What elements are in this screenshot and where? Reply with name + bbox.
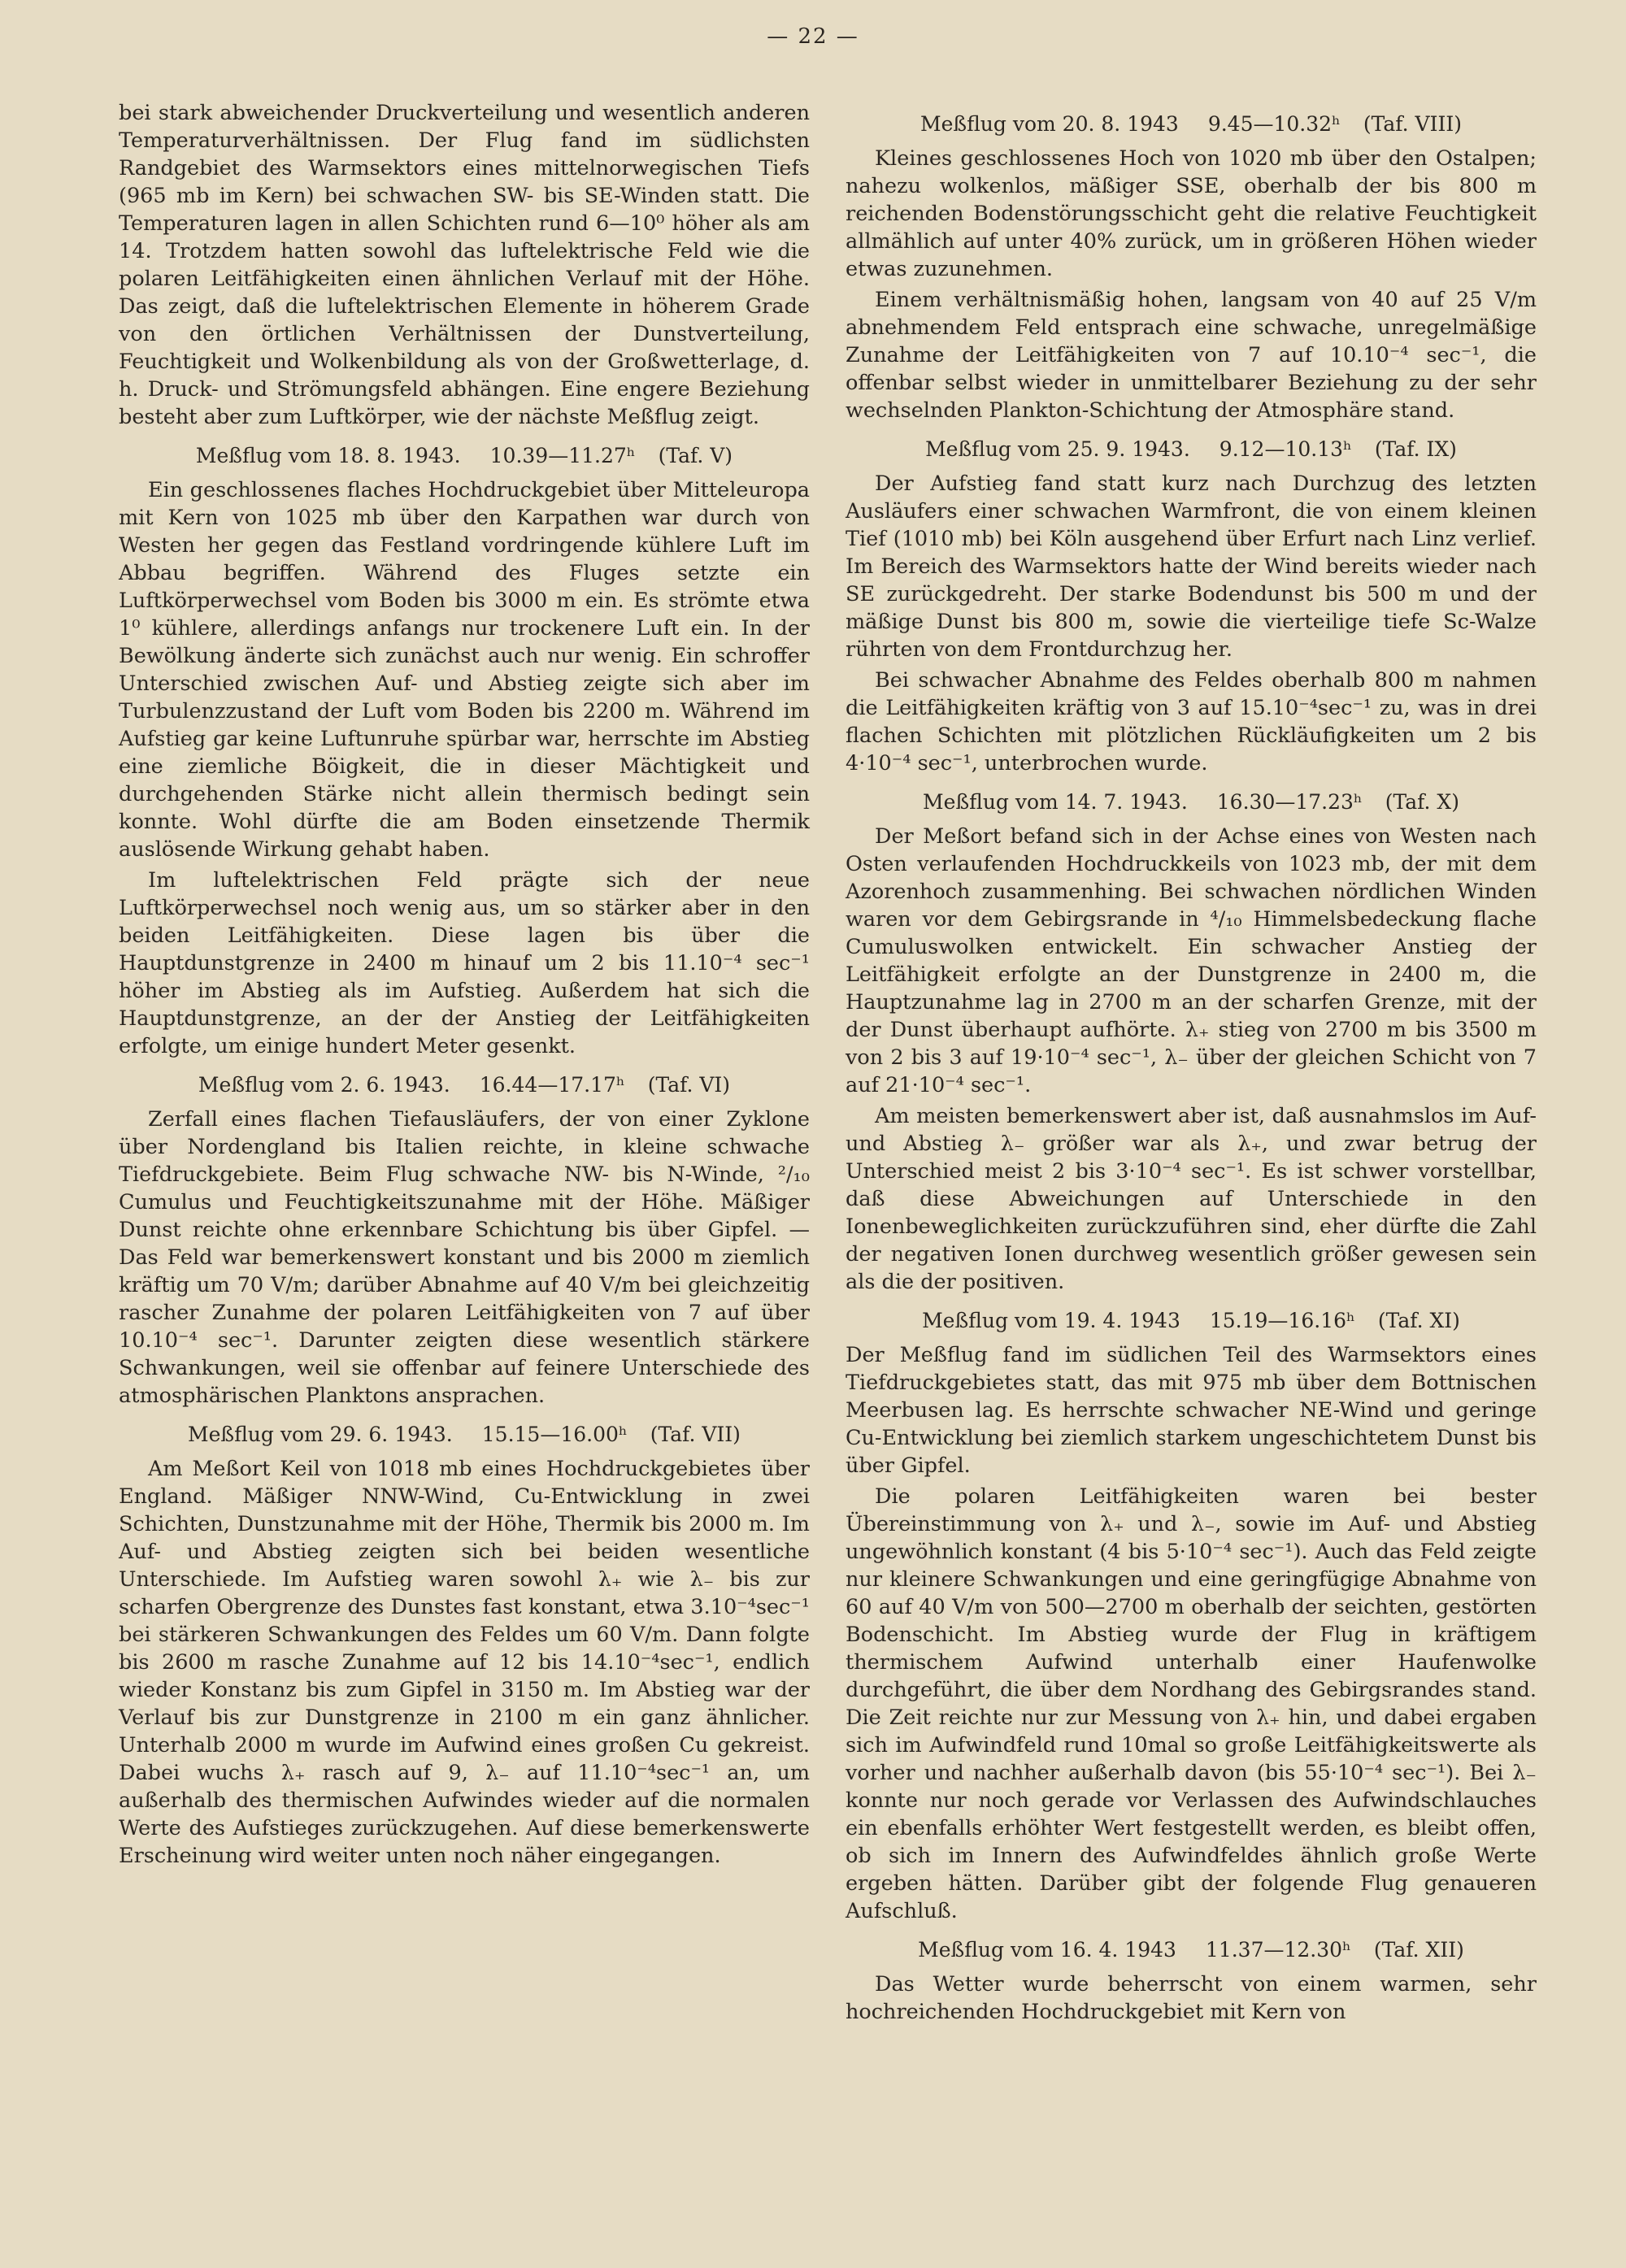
flight-heading xyxy=(846,1307,1537,1335)
paragraph: Ein geschlossenes flaches Hochdruckgebiet über Mitteleuropa mit Kern von 1025 mb über den Karpathen war durch von Westen her gegen das Festland vordringende kühlere Luft im Abbau begriffen. Während des Fluges setzte ein Luftkörperwechsel vom Boden bis 3000 m ein. Es strömte etwa 1⁰ kühlere, allerdings anfangs nur trockenere Luft ein. In der Bewölkung änderte sich zunächst auch nur wenig. Ein schroffer Unterschied zwischen Auf- und Abstieg zeigte sich aber im Turbulenzzustand der Luft vom Boden bis 2200 m. Während im Aufstieg gar keine Luftunruhe spürbar war, herrschte im Abstieg eine ziemliche Böigkeit, die in dieser Mächtigkeit und durchgehenden Stärke nicht allein thermisch bedingt sein konnte. Wohl dürfte die am Boden einsetzende Thermik auslösende Wirkung gehabt haben. xyxy=(119,478,810,862)
right-column xyxy=(846,99,1537,2029)
paragraph: Zerfall eines flachen Tiefausläufers, der von einer Zyklone über Nordengland bis Italien reichte, in kleine schwache Tiefdruckgebiete. Beim Flug schwache NW- bis N-Winde, ²/₁₀ Cumulus und Feuchtigkeitszunahme mit der Höhe. Mäßiger Dunst reichte ohne erkennbare Schichtung bis über Gipfel. — Das Feld war bemerkenswert konstant und bis 2000 m ziemlich kräftig um 70 V/m; darüber Abnahme auf 40 V/m bei gleichzeitig rascher Zunahme der polaren Leitfähigkeiten von 7 auf über 10.10⁻⁴ sec⁻¹. Darunter zeigten diese wesentlich stärkere Schwankungen, weil sie offenbar auf feinere Unterschiede des atmosphärischen Planktons ansprachen. xyxy=(119,1107,810,1408)
heading-time: 11.37—12.30ʰ xyxy=(1205,1938,1351,1962)
heading-time: 16.30—17.23ʰ xyxy=(1216,790,1363,814)
paragraph: Der Meßflug fand im südlichen Teil des Warmsektors eines Tiefdruckgebietes statt, das mit 975 mb über dem Bottnischen Meerbusen lag. Es herrschte schwacher NE-Wind und geringe Cu-Entwicklung bei ziemlich starkem ungeschichtetem Dunst bis über Gipfel. xyxy=(846,1343,1537,1478)
flight-heading xyxy=(846,1936,1537,1964)
heading-date: Meßflug vom 2. 6. 1943. xyxy=(198,1073,450,1097)
flight-heading xyxy=(119,442,810,470)
heading-time: 9.45—10.32ʰ xyxy=(1207,112,1341,136)
page-number: — 22 — xyxy=(767,24,859,49)
heading-time: 10.39—11.27ʰ xyxy=(489,444,636,467)
flight-heading xyxy=(846,789,1537,816)
paragraph: Die polaren Leitfähigkeiten waren bei bester Übereinstimmung von λ₊ und λ₋, sowie im Auf- und Abstieg ungewöhnlich konstant (4 bis 5·10⁻⁴ sec⁻¹). Auch das Feld zeigte nur kleinere Schwankungen und eine geringfügige Abnahme von 60 auf 40 V/m von 500—2700 m oberhalb der seichten, gestörten Bodenschicht. Im Abstieg wurde der Flug in kräftigem thermischem Aufwind unterhalb einer Haufenwolke durchgeführt, die über dem Nordhang des Gebirgsrandes stand. Die Zeit reichte nur zur Messung von λ₊ hin, und dabei ergaben sich im Aufwindfeld rund 10mal so große Leitfähigkeitswerte als vorher und nachher außerhalb davon (bis 55·10⁻⁴ sec⁻¹). Bei λ₋ konnte nur noch gerade vor Verlassen des Aufwindschlauches ein ebenfalls erhöhter Wert festgestellt werden, es bleibt offen, ob sich im Innern des Aufwindfeldes ähnlich große Werte ergeben hätten. Darüber gibt der folgende Flug genaueren Aufschluß. xyxy=(846,1484,1537,1923)
flight-heading xyxy=(119,1421,810,1449)
heading-date: Meßflug vom 19. 4. 1943 xyxy=(922,1309,1180,1332)
heading-table-ref: (Taf. VII) xyxy=(650,1423,741,1446)
paragraph: Im luftelektrischen Feld prägte sich der neue Luftkörperwechsel noch wenig aus, um so stärker aber in den beiden Leitfähigkeiten. Diese lagen bis über die Hauptdunstgrenze in 2400 m hinauf um 2 bis 11.10⁻⁴ sec⁻¹ höher im Abstieg als im Aufstieg. Außerdem hat sich die Hauptdunstgrenze, an der der Anstieg der Leitfähigkeiten erfolgte, um einige hundert Meter gesenkt. xyxy=(119,868,810,1058)
heading-table-ref: (Taf. XII) xyxy=(1373,1938,1464,1962)
heading-date: Meßflug vom 20. 8. 1943 xyxy=(920,112,1179,136)
paragraph: Bei schwacher Abnahme des Feldes oberhalb 800 m nahmen die Leitfähigkeiten kräftig von 3 auf 15.10⁻⁴sec⁻¹ zu, was in drei flachen Schichten mit plötzlichen Rückläufigkeiten um 2 bis 4·10⁻⁴ sec⁻¹, unterbrochen wurde. xyxy=(846,668,1537,776)
paragraph: Einem verhältnismäßig hohen, langsam von 40 auf 25 V/m abnehmendem Feld entsprach eine schwache, unregelmäßige Zunahme der Leitfähigkeiten von 7 auf 10.10⁻⁴ sec⁻¹, die offenbar selbst wieder in unmittelbarer Beziehung zu der sehr wechselnden Plankton-Schichtung der Atmosphäre stand. xyxy=(846,288,1537,423)
heading-time: 15.15—16.00ʰ xyxy=(481,1423,628,1446)
heading-table-ref: (Taf. VI) xyxy=(647,1073,731,1097)
heading-table-ref: (Taf. V) xyxy=(658,444,733,467)
left-column xyxy=(119,99,810,1873)
heading-table-ref: (Taf. X) xyxy=(1385,790,1459,814)
heading-date: Meßflug vom 14. 7. 1943. xyxy=(923,790,1188,814)
heading-time: 9.12—10.13ʰ xyxy=(1219,437,1352,461)
heading-time: 15.19—16.16ʰ xyxy=(1209,1309,1355,1332)
heading-date: Meßflug vom 16. 4. 1943 xyxy=(918,1938,1176,1962)
flight-heading xyxy=(119,1071,810,1099)
heading-table-ref: (Taf. IX) xyxy=(1374,437,1457,461)
heading-table-ref: (Taf. VIII) xyxy=(1363,112,1462,136)
paragraph: Das Wetter wurde beherrscht von einem warmen, sehr hochreichenden Hochdruckgebiet mit Kern von xyxy=(846,1972,1537,2024)
paragraph: Kleines geschlossenes Hoch von 1020 mb über den Ostalpen; nahezu wolkenlos, mäßiger SSE, oberhalb der bis 800 m reichenden Bodenstörungsschicht geht die relative Feuchtigkeit allmählich auf unter 40% zurück, um in größeren Höhen wieder etwas zuzunehmen. xyxy=(846,146,1537,281)
paragraph: Am meisten bemerkenswert aber ist, daß ausnahmslos im Auf- und Abstieg λ₋ größer war als λ₊, und zwar betrug der Unterschied meist 2 bis 3·10⁻⁴ sec⁻¹. Es ist schwer vorstellbar, daß diese Abweichungen auf Unterschiede in den Ionenbeweglichkeiten zurückzuführen sind, eher dürfte die Zahl der negativen Ionen durchweg wesentlich größer gewesen sein als die der positiven. xyxy=(846,1104,1537,1294)
paragraph: Der Aufstieg fand statt kurz nach Durchzug des letzten Ausläufers einer schwachen Warmfront, die von einem kleinen Tief (1010 mb) bei Köln ausgehend über Erfurt nach Linz verlief. Im Bereich des Warmsektors hatte der Wind bereits wieder nach SE zurückgedreht. Der starke Bodendunst bis 500 m und der mäßige Dunst bis 800 m, sowie die vierteilige tiefe Sc-Walze rührten von dem Frontdurchzug her. xyxy=(846,471,1537,662)
heading-date: Meßflug vom 18. 8. 1943. xyxy=(195,444,461,467)
paragraph: bei stark abweichender Druckverteilung und wesentlich anderen Temperaturverhältnissen. Der Flug fand im südlichsten Randgebiet des Warmsektors eines mittelnorwegischen Tiefs (965 mb im Kern) bei schwachen SW- bis SE-Winden statt. Die Temperaturen lagen in allen Schichten rund 6—10⁰ höher als am 14. Trotzdem hatten sowohl das luftelektrische Feld wie die polaren Leitfähigkeiten einen ähnlichen Verlauf mit der Höhe. Das zeigt, daß die luftelektrischen Elemente in höherem Grade von den örtlichen Verhältnissen der Dunstverteilung, Feuchtigkeit und Wolkenbildung als von der Großwetterlage, d. h. Druck- und Strömungsfeld abhängen. Eine engere Beziehung besteht aber zum Luftkörper, wie der nächste Meßflug zeigt. xyxy=(119,101,810,429)
flight-heading xyxy=(846,436,1537,463)
paragraph: Am Meßort Keil von 1018 mb eines Hochdruckgebietes über England. Mäßiger NNW-Wind, Cu-Entwicklung in zwei Schichten, Dunstzunahme mit der Höhe, Thermik bis 2000 m. Im Auf- und Abstieg zeigten sich bei beiden wesentliche Unterschiede. Im Aufstieg waren sowohl λ₊ wie λ₋ bis zur scharfen Obergrenze des Dunstes fast konstant, etwa 3.10⁻⁴sec⁻¹ bei stärkeren Schwankungen des Feldes um 60 V/m. Dann folgte bis 2600 m rasche Zunahme auf 12 bis 14.10⁻⁴sec⁻¹, endlich wieder Konstanz bis zum Gipfel in 3150 m. Im Abstieg war der Verlauf bis zur Dunstgrenze in 2100 m ein ganz ähnlicher. Unterhalb 2000 m wurde im Aufwind eines großen Cu gekreist. Dabei wuchs λ₊ rasch auf 9, λ₋ auf 11.10⁻⁴sec⁻¹ an, um außerhalb des thermischen Aufwindes wieder auf die normalen Werte des Aufstieges zurückzugehen. Auf diese bemerkenswerte Erscheinung wird weiter unten noch näher eingegangen. xyxy=(119,1457,810,1868)
flight-heading xyxy=(846,111,1537,138)
paragraph: Der Meßort befand sich in der Achse eines von Westen nach Osten verlaufenden Hochdruckkeils von 1023 mb, der mit dem Azorenhoch zusammenhing. Bei schwachen nördlichen Winden waren vor dem Gebirgsrande in ⁴/₁₀ Himmelsbedeckung flache Cumuluswolken entwickelt. Ein schwacher Anstieg der Leitfähigkeit erfolgte an der Dunstgrenze in 2400 m, die Hauptzunahme lag in 2700 m an der scharfen Grenze, mit der der Dunst überhaupt aufhörte. λ₊ stieg von 2700 m bis 3500 m von 2 bis 3 auf 19·10⁻⁴ sec⁻¹, λ₋ über der gleichen Schicht von 7 auf 21·10⁻⁴ sec⁻¹. xyxy=(846,824,1537,1097)
heading-table-ref: (Taf. XI) xyxy=(1377,1309,1460,1332)
heading-date: Meßflug vom 29. 6. 1943. xyxy=(188,1423,453,1446)
heading-time: 16.44—17.17ʰ xyxy=(479,1073,625,1097)
heading-date: Meßflug vom 25. 9. 1943. xyxy=(925,437,1190,461)
